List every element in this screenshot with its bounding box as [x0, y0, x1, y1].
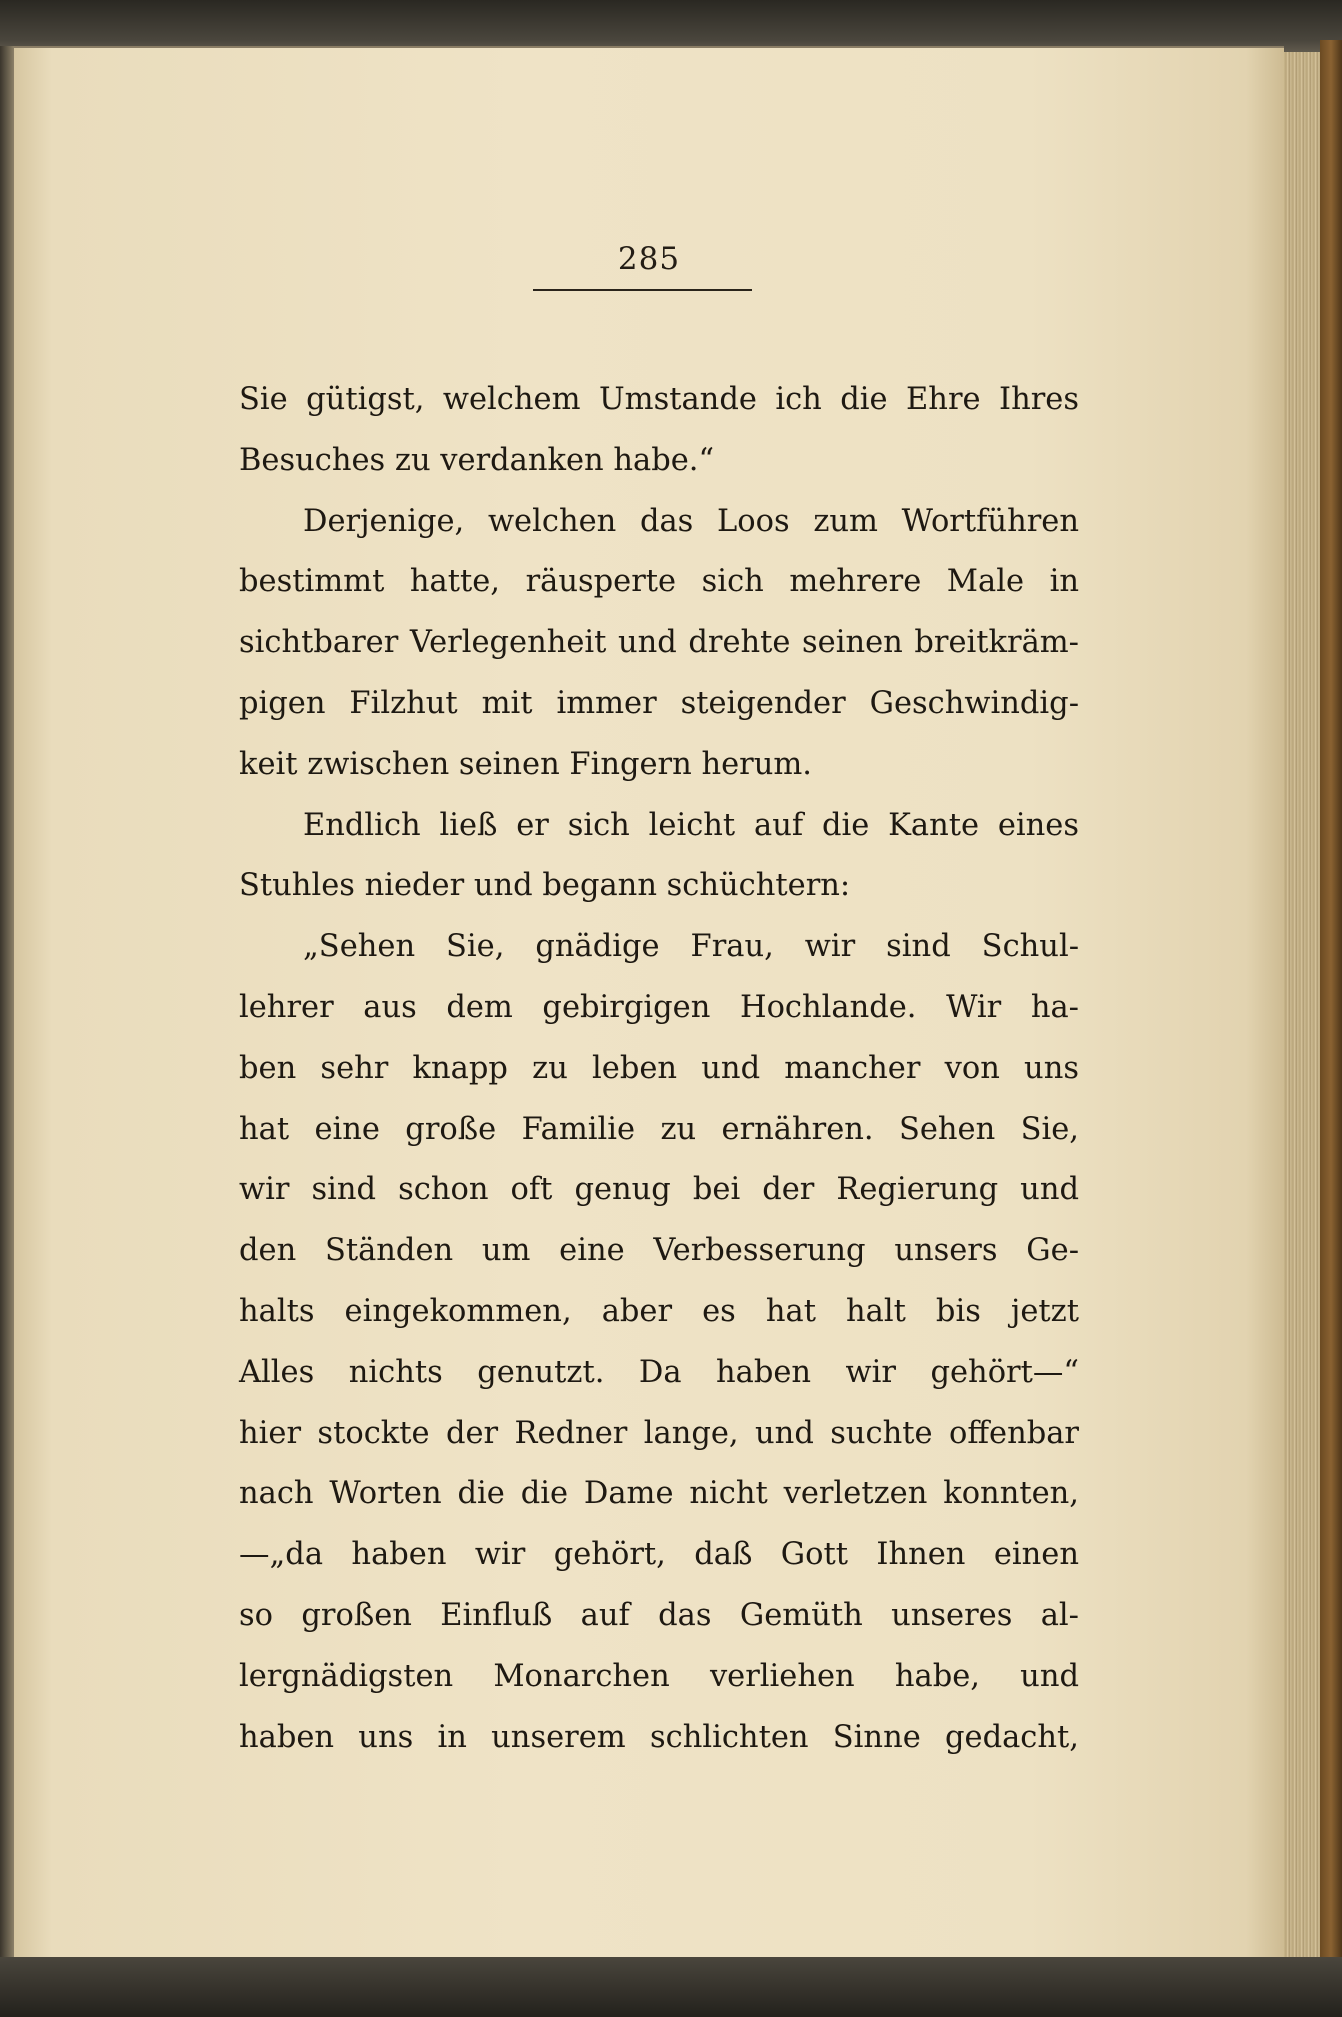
- text-line: Alles nichts genutzt. Da haben wir gehört—“: [239, 1354, 1079, 1390]
- text-line: „Sehen Sie, gnädige Frau, wir sind Schul-: [303, 929, 1079, 965]
- text-line: wir sind schon oft genug bei der Regierung und: [239, 1172, 1079, 1208]
- text-line: keit zwischen seinen Fingern herum.: [239, 746, 813, 782]
- text-line: Endlich ließ er sich leicht auf die Kante eines: [303, 807, 1079, 843]
- page-number: 285: [617, 241, 681, 277]
- text-line: nach Worten die die Dame nicht verletzen konnten,: [239, 1476, 1079, 1512]
- text-line: den Ständen um eine Verbesserung unsers Ge-: [239, 1233, 1079, 1269]
- text-line: Sie gütigst, welchem Umstande ich die Ehre Ihres: [239, 382, 1079, 417]
- text-line: hat eine große Familie zu ernähren. Sehen Sie,: [239, 1111, 1079, 1147]
- text-line: Stuhles nieder und begann schüchtern:: [239, 868, 851, 904]
- book-page: [14, 46, 1284, 1963]
- text-line: pigen Filzhut mit immer steigender Geschwindig-: [239, 685, 1079, 721]
- text-line: halts eingekommen, aber es hat halt bis jetzt: [239, 1293, 1079, 1329]
- header-rule: [533, 289, 752, 291]
- text-line: lergnädigsten Monarchen verliehen habe, und: [239, 1658, 1079, 1694]
- text-line: lehrer aus dem gebirgigen Hochlande. Wir ha-: [239, 989, 1079, 1025]
- book-cover-edge: [1320, 40, 1342, 1970]
- text-line: sichtbarer Verlegenheit und drehte seinen breitkräm-: [239, 625, 1079, 661]
- book-binding-edge: [0, 46, 14, 1961]
- text-line: hier stockte der Redner lange, und suchte offenbar: [239, 1415, 1079, 1451]
- text-line: so großen Einfluß auf das Gemüth unseres al-: [239, 1597, 1079, 1633]
- page-stack-edge: [1284, 52, 1320, 1957]
- text-line: bestimmt hatte, räusperte sich mehrere Male in: [239, 564, 1079, 600]
- scan-bottom-edge: [0, 1957, 1342, 2017]
- text-line: Besuches zu verdanken habe.“: [239, 442, 715, 478]
- text-line: haben uns in unserem schlichten Sinne gedacht,: [239, 1719, 1079, 1755]
- text-line: Derjenige, welchen das Loos zum Wortführen: [303, 503, 1079, 539]
- text-line: —„da haben wir gehört, daß Gott Ihnen einen: [239, 1537, 1079, 1573]
- text-line: ben sehr knapp zu leben und mancher von uns: [239, 1050, 1079, 1086]
- page-body-text: [239, 370, 1079, 1768]
